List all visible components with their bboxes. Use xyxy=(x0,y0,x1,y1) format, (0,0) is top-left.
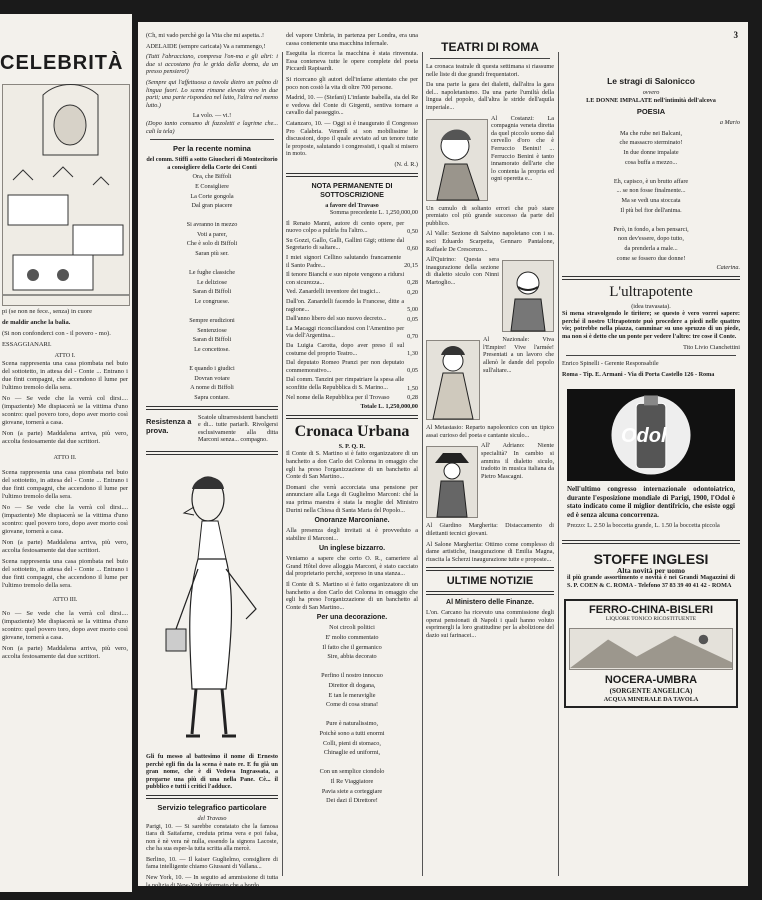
woman-illustration xyxy=(426,340,480,420)
col1-poem-line: Le concettose. xyxy=(194,346,230,353)
cronaca-para-2: Domani che verrà accorciata una pensione per annunciare alla Lega di Guglielmo Marconi: ché la sua prima maestra è stata la moglie del Ministro Durini nella Chiesa di Santa Maria del Popolo... xyxy=(286,483,418,514)
subscription-row-text: Su Gozzi, Gallo, Galli, Gallini Gigi; ottiene dal Segretario di saltare... xyxy=(286,236,405,252)
col1-poem-line: Saran di Biffoli xyxy=(192,288,232,296)
col2-para-4: Madrid, 10. — (Stefani) L'infante Isabella, sia del Re e vedova del Conte di Girgenti, sentiva tornare a cavallo dal passeggio... xyxy=(286,94,418,117)
dispatch-3: New York, 10. — In seguito ad ammissione di tutta la polizia di New-York informato che a bordo xyxy=(146,874,278,889)
left-para-1: Scena rappresenta una casa piombata nel buio del sottotetto, in attesa del - Conte ... Entrano i due finti compagni, che accendono il lume per l'ultimo tremolo della sera. xyxy=(2,359,128,391)
subscription-row-text: Dall'anno libero del suo nuovo decreto... xyxy=(286,315,387,323)
caricature-caption: Gli fu messo al battesimo il nome di Ernesto perchè egli fin da la scena è nato re. E fu già un gran nome, che è di Vedova Ingrassata, a pregarne una più di una nella Pane. Cè... il pubblico e tutti i critici l'adduce. xyxy=(146,752,278,791)
subscription-row-text: Il tenore Bianchi e suo nipote vengono a ridursi con sicurezza... xyxy=(286,271,405,286)
subscription-row-amount: 0,20 xyxy=(407,289,418,297)
subscription-row xyxy=(286,298,418,313)
col2-poem-line: Noi circoli politici xyxy=(329,624,375,632)
col2-poem xyxy=(286,624,418,804)
col2-poem-line: Colli, pieni di stomaco, xyxy=(323,739,381,747)
h-inglese: Un inglese bizzarro. xyxy=(318,545,386,553)
stragi-ovvero: ovvero xyxy=(642,89,660,96)
marconi-text: Alla presenza degli invitati si è provveduto a stabilire il Marconi... xyxy=(286,527,418,542)
stragi-poem-line: come se fossero due donne! xyxy=(616,254,686,262)
col2-poem-line: Pure è naturalissimo, xyxy=(325,720,379,728)
ferro-sub: LIQUORE TONICO RICOSTITUENTE xyxy=(605,616,697,623)
subscription-sub: a favore del Travaso xyxy=(325,201,379,209)
stragi-poem-line: Ma che rube nei Balcani, xyxy=(619,129,683,137)
gerente-line: Enrico Spinelli - Gerente Responsabile xyxy=(562,360,659,368)
left-line-1: pi (se non ne fece., senza) in cuore xyxy=(2,308,93,315)
subscription-row-amount: 0,50 xyxy=(407,227,418,235)
subscription-row xyxy=(286,376,418,391)
left-para-3: Non (a parte) Maddalena arriva, più vero, accolta festosamente dai due scrittori. xyxy=(2,429,128,445)
column-3 xyxy=(426,32,554,878)
subscription-row xyxy=(286,271,418,286)
stragi-poem-line xyxy=(562,168,740,176)
printer-line: Roma - Tip. E. Armani - Via di Porta Castello 126 - Roma xyxy=(562,370,715,378)
col2-poem-line: Con un semplice ciondolo xyxy=(319,768,385,776)
stragi-poem-line xyxy=(562,216,740,224)
col1-dialogue: La volo. — vi.! xyxy=(192,112,232,120)
col2-poem-line xyxy=(286,759,418,767)
col1-poem-line xyxy=(146,212,278,220)
subscription-row xyxy=(286,315,418,323)
metastasio-text: Al Metastasio: Reparto napoleonico con un tipico assai curioso del poeta e cantante siculo... xyxy=(426,424,554,439)
subscription-row-amount: 5,00 xyxy=(407,306,418,314)
col1-poem xyxy=(146,173,278,401)
mustache-man-illustration xyxy=(502,260,554,332)
col1-poem-line: A nome di Biffoli xyxy=(190,384,234,392)
stragi-poem-line: Il più bel fior dell'anima. xyxy=(620,206,682,214)
subscription-row-amount: 20,15 xyxy=(404,262,418,270)
col2-sig: (N. d. R.) xyxy=(394,160,418,168)
col1-poem-line: Che è solo di Biffoli xyxy=(186,240,238,248)
odol-price: Prezzo: L. 2.50 la boccetta grande, L. 1.50 la boccetta piccola xyxy=(567,522,720,530)
subscription-first: Somma precedente L. 1,250,000,00 xyxy=(329,209,418,217)
left-notice: (Si non confonderci con - il povero - mo). xyxy=(2,330,111,337)
stragi-poem-line: Ma se vedi una stoccata xyxy=(621,196,681,204)
subscription-row xyxy=(286,220,418,235)
col2-poem-line: E' molto commentato xyxy=(325,634,379,642)
subscription-row xyxy=(286,237,418,252)
subscription-row-text: Dal comm. Tanzini per rimpatriare la spesa alle sconfitte della Repubblica di S. Marino... xyxy=(286,376,405,391)
col2-poem-line: Come di cosa strana! xyxy=(325,701,379,709)
inglese-text: Veniamo a sapere che certo O. R., cameriere al Grand Hôtel dove alloggia Marconi, è stato cacciato dal proprietario perchè, sorpreso in una stanza... xyxy=(286,555,418,578)
quirino-text: All'Quirino: Questa sera inaugurazione della sezione di dialetto siculo con Ninni Martoglio... xyxy=(426,256,499,286)
spqr: S. P. Q. R. xyxy=(338,442,366,450)
col2-poem-line: Poichè sono a tutti enormi xyxy=(319,729,385,737)
col1-poem-line: Sapra contare. xyxy=(194,393,230,401)
col2-poem-line: Il Re Viaggiatore xyxy=(330,777,374,785)
teatri-para-1: La cronaca teatrale di questa settimana si riassume nelle liste di due grandi frequentatori. xyxy=(426,63,554,78)
col1-poem-line: E quando i giudici xyxy=(189,365,235,373)
stragi-poem-line: non dev'essere, dopo tutto, xyxy=(618,235,684,243)
subscription-row-text: Nel nome della Repubblica per il Trovaso xyxy=(286,393,390,401)
subscription-row-amount: 0,28 xyxy=(407,394,418,402)
old-man-illustration xyxy=(426,119,488,201)
landscape-illustration xyxy=(569,628,733,670)
poem-dedication: a Mario xyxy=(719,119,740,127)
col1-poem-line: Ora, che Biffoli xyxy=(192,173,232,181)
col1-poem-line: Le congruese. xyxy=(194,298,230,306)
stragi-poem-line: da prenderla a male... xyxy=(624,244,678,252)
col1-stage: (Dopo tanto consumo di fazzoletti e lagrime che... cali la tela) xyxy=(146,119,278,135)
mancini-text: All' Adriano: Niente specialità? In cambio si ammira il dialetto siculo, tradotto in musica italiana da Pietro Mascagni. xyxy=(481,442,554,480)
col1-poem-line: Le fughe classiche xyxy=(188,269,236,277)
service-sub: del Travaso xyxy=(197,814,227,822)
stragi-poem-line: cosa buffa a mezzo... xyxy=(624,158,678,166)
nocera-title: NOCERA-UMBRA xyxy=(604,674,698,687)
nocera-sub: (SORGENTE ANGELICA) xyxy=(609,687,693,696)
col1-poem-line xyxy=(146,356,278,364)
stragi-sub: LE DONNE IMPALATE nell'intimità dell'alcova xyxy=(586,96,716,104)
subscription-row-text: Il Renato Manni, autore di cento opere, per nuovo colpo a pulirla fra l'altro... xyxy=(286,219,405,235)
left-para-2c: No — Se vede che la verrà col dirsi.... (impaziente) Me dispiacerà se la vittima d'uno scontro: quel povero toro, dopo aver morto così giovane, tornerà a casa. xyxy=(2,609,128,641)
poem-signature: Caterina. xyxy=(716,264,740,272)
col2-poem-line xyxy=(286,663,418,671)
col2-poem-line: Dei dazi il Direttore! xyxy=(326,797,378,805)
stragi-poem-line: che massacro sterminato! xyxy=(619,139,683,147)
h-decorazione: Per una decorazione. xyxy=(316,614,388,622)
subscription-row-text: La Macaggi riconciliandosi con l'Amentino per via dell'Argentina... xyxy=(286,324,405,340)
col2-poem-line: Direttor di dogana, xyxy=(328,682,376,689)
stragi-poem xyxy=(562,130,740,262)
finanze-title: Al Ministero delle Finanze. xyxy=(446,599,534,607)
nazionale-text: Al Nazionale: Viva l'Empire! Vive l'armée! Presentati a un lavoro che allenò le dande del popolo sull'altare... xyxy=(483,336,554,374)
subscription-row-amount: 0,60 xyxy=(407,245,418,253)
col1-poem-line: Si avranno in mezzo xyxy=(186,221,238,229)
napoleon-illustration xyxy=(426,446,478,518)
left-para-1c: Scena rappresenta una casa piombata nel buio del sottotetto, in attesa del - Conte ... Entrano i due finti compagni, che accendono il lume per l'ultimo tremolo della sera. xyxy=(2,558,128,590)
subscription-list xyxy=(286,220,418,401)
ferro-title: FERRO-CHINA-BISLERI xyxy=(588,604,714,617)
col2-poem-line: E tan le meraviglie xyxy=(328,691,376,699)
odol-label: Odol xyxy=(621,425,667,448)
col1-poem-line: La Corte gongola xyxy=(190,192,234,200)
stragi-poem-line: Però, in fondo, a ben pensarci, xyxy=(613,225,689,233)
page-number: 3 xyxy=(733,30,738,40)
h-marconi: Onoranze Marconiane. xyxy=(314,517,390,525)
subscription-row-amount: 1,50 xyxy=(407,384,418,392)
subscription-row-text: Dall'on. Zanardelli facendo la Francese, ditte a ragione... xyxy=(286,298,405,313)
col2-poem-line: Pavia siete a corteggiare xyxy=(321,787,383,795)
col1-poem-line: Sentenziose xyxy=(197,326,227,334)
margherita-text: Al Giardino Margherita: Distaccamento di dilettanti tecnici giovani. xyxy=(426,522,554,537)
col2-para-1: del vapore Umbria, in partenza per Londra, era una cassa contenente una macchina infernale. xyxy=(286,32,418,47)
col2-poem-line: Chinaglie ed uniformi, xyxy=(323,749,381,757)
ultime-title: ULTIME NOTIZIE xyxy=(446,575,534,588)
subscription-row-amount: 0,70 xyxy=(407,333,418,340)
left-para-1b: Scena rappresenta una casa piombata nel buio del sottotetto, in attesa del - Conte ... Entrano i due finti compagni, che accendono il lume per l'ultimo tremolo della sera. xyxy=(2,469,128,501)
dispatch-2: Berlino, 10. — Il kaiser Guglielmo, consigliere di fama intelligente chiamo Giussani di Vallana... xyxy=(146,855,278,871)
col2-para-5: Catanzaro, 10. — Oggi si è inaugurato il Congresso Pro Calabria. Venerdì si son mobilissime le discussioni, dopo il quale avviato ad un tenore tutte le proposte, salutando i congressisti, i quali si misero in moto. xyxy=(286,119,418,158)
caricature-illustration xyxy=(146,459,278,749)
left-act-3: ATTO III. xyxy=(52,596,78,604)
col2-para-3: Si ricercano gli autori dell'infame attentato che per poco non costò la vita di oltre 700 persone. xyxy=(286,75,418,91)
left-line-2: de maldir anche la balia. xyxy=(2,319,71,326)
ultrapotente-signer: Tito Livio Cianchettini xyxy=(683,343,740,351)
cronaca-para-1: Il Conte di S. Martino si è fatto organizzatore di un banchetto a don Carlo dei Colonna in omaggio che egli ha preso l'organizzazione di un banchetto al Conte di San Martino... xyxy=(286,450,418,481)
salone-text: Al Salone Margherita: Ottimo come complesso di dame artistiche, inaugurazione di Emilia Magna, riuscita la Scherzi inaugurazione tutte e proposte... xyxy=(426,540,554,563)
col2-poem-line: Il fatto che il germanico xyxy=(322,643,382,651)
subscription-row xyxy=(286,325,418,340)
column-2 xyxy=(286,32,418,878)
col1-poem-line xyxy=(146,260,278,268)
col1-poem-line: Saran più ser. xyxy=(195,250,229,258)
subscription-row-text: Ved. Zanardelli inventore dei tragici... xyxy=(286,288,381,296)
col1-rubric-title: Per la recente nomina xyxy=(173,144,251,154)
col1-rubric-sub: del comm. Stiffi a sotto Giuocheri di Montecitorio a consigliere della Corte dei Conti xyxy=(146,156,278,171)
subscription-row-text: Da Luigia Carotta, dopo aver preso il sul costume del proprio Teatro... xyxy=(286,342,405,357)
cartoon-dining-illustration xyxy=(2,84,130,306)
teatri-para-2: Da una parte la gara dei dialetti, dall'altra la gara del... napoletanismo. Da una parte l'umiltà della lingua del popolo, dall'altra le stride dell'aquila imperiale... xyxy=(426,81,554,111)
col1-poem-line: Saran di Biffoli xyxy=(192,336,232,344)
stragi-title: Le stragi di Salonicco xyxy=(607,76,695,86)
col2-poem-line: Sire, abbia decorato xyxy=(327,653,377,661)
column-4 xyxy=(562,32,740,878)
col1-resist-text: Scatole ultrarresistenti banchetti e di... tutte pariarli. Rivolgersi esclusivamente alla ditta Marconi senza... compagno. xyxy=(198,413,278,444)
teatri-title: TEATRI DI ROMA xyxy=(441,40,539,54)
subscription-row-text: Dal deputato Romeo Pranzi per non deputato commemorativo... xyxy=(286,359,405,374)
col1-poem-line: Sempre erudizioni xyxy=(189,317,235,325)
stoffe-ad xyxy=(564,548,738,596)
col1-poem-line: Le deliziose xyxy=(196,278,228,286)
dispatch-1: Parigi, 10. — Si sarebbe constatato che la famosa tiara di Saitafarne, creduta prima vera e poi falsa, non è nè vera nè nulla, essendo la signora Lacoste, che ha sua esper-la tutta scritta alla mercè. xyxy=(146,822,278,853)
ultrapotente-title: L'ultrapotente xyxy=(609,283,693,300)
odol-ad xyxy=(564,382,738,535)
stoffe-title: STOFFE INGLESI xyxy=(593,550,709,567)
col1-poem-line xyxy=(146,308,278,316)
ultrapotente-text: Si mena stravolgendo le tiritere; se questo è vero vorrei sapere: perché il nostro Ultrapotente può procedere a piedi nelle quattro vie; potrebbe nella piazza, camminar su uno spruzzo di un piede, ma non si è detto che un ponte per vedere l'altro: tre cose il Conte. xyxy=(562,310,740,341)
left-para-3c: Non (a parte) Maddalena arriva, più vero, accolta festosamente dai due scrittori. xyxy=(2,644,128,660)
stoffe-text: il più grande assortimento e novità è nei Grandi Magazzini di S. P. COEN & C. ROMA - Telefono 37 83 39 40 41 42 - ROMA xyxy=(567,574,735,589)
left-act-1: ATTO I. xyxy=(54,352,76,359)
stragi-poem-line: ... se non fosse finalmente... xyxy=(616,187,686,195)
col1-para-1: ADELAIDE (sempre caricata) Va a rammengo,! xyxy=(146,42,266,50)
cronaca-para-2b: Il Conte di S. Martino si è fatto organizzatore di un banchetto a don Carlo dei Colonna in omaggio che egli ha preso l'organizzazione di un banchetto al Conte di San Martino... xyxy=(286,581,418,611)
odol-bottle-illustration xyxy=(567,389,735,481)
column-1 xyxy=(146,32,278,889)
cronaca-title: Cronaca Urbana xyxy=(294,422,410,440)
costanzi-text-2: Un cumulo di soltanto errori che può stare premiato col più grande successo da parte del pubblico. xyxy=(426,204,554,227)
col1-poem-line: Dal gran piacere xyxy=(191,202,233,210)
poesia-label: POESIA xyxy=(636,107,666,117)
service-title: Servizio telegrafico particolare xyxy=(157,802,267,812)
left-heading: CELEBRITÀ xyxy=(0,52,124,74)
right-page xyxy=(138,22,748,889)
col1-resist-title: Resistenza a prova. xyxy=(146,416,192,435)
subscription-row xyxy=(286,288,418,296)
col1-para-3: (Sempre qui l'affettuosa a tavola dietro un palmo di lingua fuori. Lo scena rimane elevata vivo in due parti; una parte rispondea nel lutto, l'altra nel memo lutto.) xyxy=(146,78,278,109)
subscription-row-amount: 0,28 xyxy=(407,279,418,287)
left-act-2: ATTO II. xyxy=(53,453,77,461)
col2-poem-line xyxy=(286,711,418,719)
left-label: ESSAGGIANARI. xyxy=(2,341,52,348)
subscription-row xyxy=(286,359,418,374)
subscription-title: NOTA PERMANENTE DI SOTTOSCRIZIONE xyxy=(311,180,393,199)
left-para-2b: No — Se vede che la verrà col dirsi.... (impaziente) Me dispiacerà se la vittima d'uno scontro: quel povero toro, dopo aver morto così giovane, tornerà a casa. xyxy=(2,504,128,536)
subscription-row-amount: 0,05 xyxy=(407,367,418,375)
subscription-row-amount: 0,05 xyxy=(407,315,418,323)
stragi-poem-line: Eh, capisco, è un brutto affare xyxy=(613,177,689,185)
finanze-text: L'on. Carcano ha ricevuto una commissione degli operai pensionati di Napoli i quali hanno voluto esprimergli la loro gratitudine per la abolizione del dazio sui farinacei... xyxy=(426,609,554,640)
subscription-row xyxy=(286,254,418,269)
stoffe-sub: Alta novità per uomo xyxy=(617,565,685,575)
col2-para-2: Eseguita la ricerca la macchina è stata rinvenuta. Essa conteneva tutte le opere complete del poeta Piccardi Rapisardi. xyxy=(286,50,418,73)
subscription-row xyxy=(286,342,418,357)
col1-para-2: (Tutti l'abracciano, compresa l'on-ma e gli altri: i due si accostano fra le grida della donna, da un presso pensiero!) xyxy=(146,53,278,76)
subscription-row-amount: 1,30 xyxy=(407,350,418,358)
col1-poem-line: E Consigliere xyxy=(195,182,229,190)
col1-intro: (Ch, mi vado perchè go la Vita che mi aspetta..! xyxy=(146,32,265,39)
subscription-total: Totale L. 1,250,000,00 xyxy=(360,403,418,411)
acqua-line: ACQUA MINERALE DA TAVOLA xyxy=(603,695,699,703)
left-para-3b: Non (a parte) Maddalena arriva, più vero, accolta festosamente dai due scrittori. xyxy=(2,539,128,555)
left-page xyxy=(0,14,132,892)
ferro-china-ad xyxy=(564,599,738,708)
left-para-2: No — Se vede che la verrà col dirsi.... (impaziente) Me dispiacerà se la vittima d'uno scontro: quel povero toro, dopo aver morto così giovane, tornerà a casa. xyxy=(2,394,128,426)
col1-poem-line: Dovran votare xyxy=(194,374,230,382)
subscription-row xyxy=(286,394,418,402)
odol-text: Nell'ultimo congresso internazionale odontoiatrico, durante l'esposizione mondiale di Parigi, 1900, l'Odol è stato indicato come il miglior dentifricio, che esiste oggi ed è senza alcuna concorrenza. xyxy=(567,485,735,519)
subscription-row-text: I miei signori Cellino salutando francamente il Santo Padre... xyxy=(286,254,402,269)
stragi-poem-line: In due donne impalate xyxy=(623,148,679,156)
valle-text: Al Valle: Sezione di Salvino napoletano con i ss. soci Eduardo Scarpetta, Gennaro Pantalone, Raffaele De Crescenzo... xyxy=(426,230,554,253)
col1-poem-line: Voti a parer, xyxy=(196,230,228,238)
costanzi-text: Al Costanzi: La compagnia veneta diretta da quel piccolo uomo dal cervello d'oro che è Ferruccio Benini! ... Ferruccio Benini è tanto innamorato dell'arte che lo contenta la propria ed ogni operetta e... xyxy=(491,114,554,183)
col2-poem-line: Perfino il nostro innocuo xyxy=(321,672,383,680)
ultrapotente-sub: (idea travasata). xyxy=(631,302,671,310)
